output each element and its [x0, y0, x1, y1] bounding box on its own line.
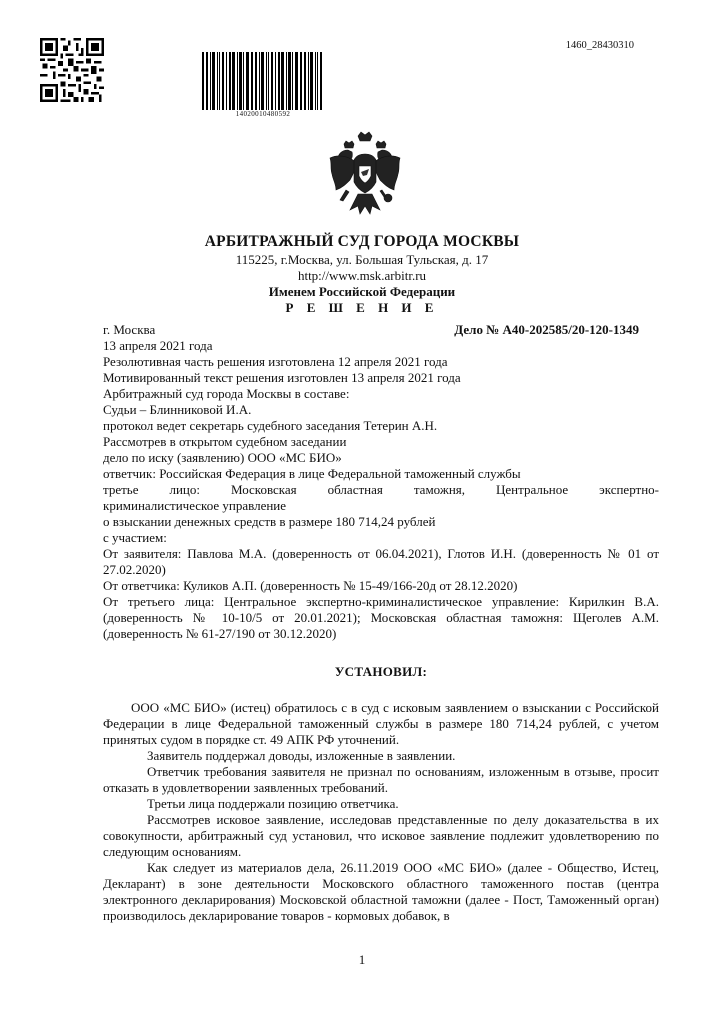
- court-website: http://www.msk.arbitr.ru: [297, 268, 427, 283]
- court-address: 115225, г.Москва, ул. Большая Тульская, д. 17: [235, 252, 489, 267]
- secretary-line: протокол ведет секретарь судебного заседания Тетерин А.Н.: [103, 418, 438, 433]
- city-case-row: [103, 322, 659, 338]
- paragraph-4: Третьи лица поддержали позицию ответчика.: [147, 796, 399, 811]
- participation-line: с участием:: [103, 530, 167, 545]
- page-number: 1: [358, 952, 366, 967]
- document-type: Р Е Ш Е Н И Е: [285, 300, 439, 315]
- judge-line: Судьи – Блинниковой И.А.: [103, 402, 252, 417]
- defendant-line: ответчик: Российская Федерация в лице Федеральной таможенный службы: [103, 466, 521, 481]
- city: г. Москва: [103, 322, 156, 337]
- paragraph-2: Заявитель поддержал доводы, изложенные в заявлении.: [147, 748, 456, 763]
- court-name: АРБИТРАЖНЫЙ СУД ГОРОДА МОСКВЫ: [204, 233, 520, 250]
- paragraph-5: Рассмотрев исковое заявление, исследовав представленные по делу доказательства в их совокупности, арбитражный суд установил, что исковое заявление подлежит удовлетворению по следующим основаниям.: [103, 812, 659, 859]
- claim-amount-line: о взыскании денежных средств в размере 180 714,24 рублей: [103, 514, 436, 529]
- paragraph-3: Ответчик требования заявителя не признал по основаниям, изложенным в отзыве, просит отказать в удовлетворении заявленных требований.: [103, 764, 659, 795]
- third-party-line: третье лицо: Московская областная таможня, Центральное экспертно-: [103, 482, 659, 497]
- court-header: [0, 232, 724, 316]
- barcode-icon: [200, 52, 326, 110]
- claim-case-line: дело по иску (заявлению) ООО «МС БИО»: [103, 450, 342, 465]
- state-emblem-icon: [322, 130, 408, 222]
- date-line: 13 апреля 2021 года: [103, 338, 213, 353]
- document-body: [103, 322, 659, 924]
- in-the-name-line: Именем Российской Федерации: [268, 284, 456, 299]
- third-party-line-cont: криминалистическое управление: [103, 498, 287, 513]
- reasoned-text-line: Мотивированный текст решения изготовлен 13 апреля 2021 года: [103, 370, 461, 385]
- defendant-representatives: От ответчика: Куликов А.П. (доверенность № 15-49/166-20д от 28.12.2020): [103, 578, 518, 593]
- paragraph-6: Как следует из материалов дела, 26.11.2019 ООО «МС БИО» (далее - Общество, Истец, Декларант) в зоне деятельности Московского областного таможенного постав (центра электронного декларирования) Московской областной таможни (далее - Пост, Таможенный орган) производилось декларирование товаров - кормовых добавок, в: [103, 860, 659, 923]
- hearing-line: Рассмотрев в открытом судебном заседании: [103, 434, 347, 449]
- case-number: Дело № А40-202585/20-120-1349: [454, 322, 639, 337]
- document-id: 1460_28430310: [565, 40, 634, 51]
- third-party-representatives: От третьего лица: Центральное экспертно-криминалистическое управление: Кирилкин В.А. (доверенность № 10-10/5 от 20.01.2021); Московская областная таможня: Щеголев А.М. (доверенность № 61-27/190 от 30.12.2020): [103, 594, 659, 641]
- paragraph-1: ООО «МС БИО» (истец) обратилось с в суд с исковым заявлением о взыскании с Российской Федерации в лице Федеральной таможенный службы в размере 180 714,24 рублей, с учетом принятых судом в порядке ст. 49 АПК РФ уточнений.: [103, 700, 659, 747]
- established-heading: УСТАНОВИЛ:: [334, 664, 428, 679]
- barcode-number: 14020010480592: [235, 110, 291, 118]
- operative-part-line: Резолютивная часть решения изготовлена 12 апреля 2021 года: [103, 354, 448, 369]
- applicant-representatives: От заявителя: Павлова М.А. (доверенность от 06.04.2021), Глотов И.Н. (доверенность № 01 от 27.02.2020): [103, 546, 659, 577]
- court-composition-line: Арбитражный суд города Москвы в составе:: [103, 386, 350, 401]
- qr-code-icon: [40, 38, 104, 102]
